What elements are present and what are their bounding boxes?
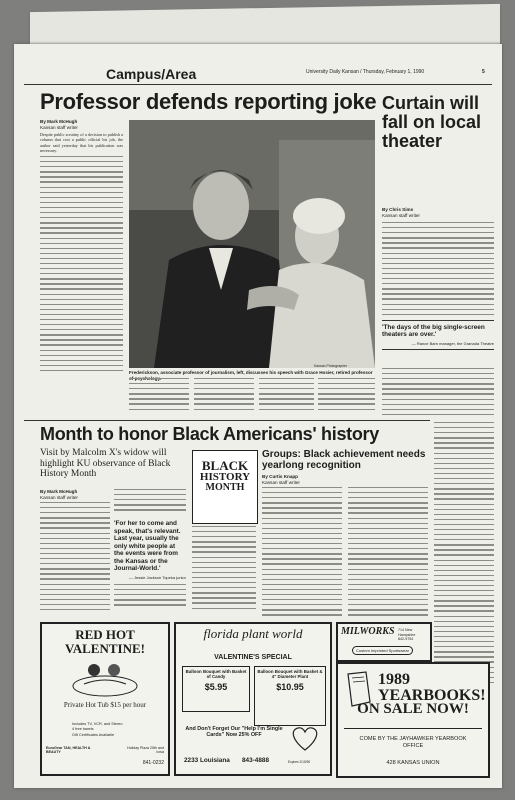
month-byline-title: Kansan staff writer: [40, 495, 78, 500]
month-column-1: [40, 502, 110, 612]
month-column-2: [114, 489, 186, 517]
ad-florida-brand: florida plant world: [203, 626, 303, 641]
groups-byline: By Curtis Knapp: [262, 474, 298, 479]
ad-redhot-phone: 841-0232: [142, 760, 164, 766]
groups-byline-title: Kansan staff writer: [262, 480, 300, 485]
month-deck: Visit by Malcolm X's widow will highlight KU observance of Black History Month: [40, 448, 171, 480]
ad-red-hot-valentine: [40, 622, 170, 776]
section-title: Campus/Area: [106, 66, 197, 82]
newspaper-page: [14, 44, 502, 788]
ad-yearbook-title: 1989 YEARBOOKS!: [378, 671, 486, 704]
main-byline-title: Kansan staff writer: [40, 125, 78, 130]
ad-florida-special: VALENTINE'S SPECIAL: [214, 654, 292, 661]
ad-redhot-perk: Includes TV, VCR, and Stereo: [72, 722, 123, 726]
main-byline: By Mark McHugh: [40, 119, 78, 124]
page-number: 5: [482, 69, 485, 75]
groups-headline: Groups: Black achievement needs yearlong recognition: [262, 449, 426, 472]
ad-milworks: [336, 622, 432, 662]
curtain-headline: Curtain will fall on local theater: [382, 93, 482, 151]
groups-column-2: [348, 487, 428, 617]
main-column-4: [259, 378, 314, 416]
ad-florida-price1: $5.95: [204, 681, 228, 692]
bhm-logo-line1: BLACK: [201, 458, 249, 473]
curtain-pullquote: 'The days of the big single-screen theaters are over.': [382, 324, 485, 339]
main-column-5: [318, 378, 375, 416]
ad-redhot-perks: [72, 722, 122, 738]
ad-redhot-business: EuroGear TAN, HEALTH & BEAUTY: [46, 746, 91, 754]
ad-yearbook: [336, 662, 490, 778]
dateline: University Daily Kansan / Thursday, February 1, 1990: [306, 69, 425, 75]
ad-florida-price2: $10.95: [276, 681, 304, 692]
ad-redhot-perk: Gift Certificates Available: [72, 732, 115, 737]
ad-florida-plant-world: [174, 622, 332, 776]
month-column-3: [114, 584, 186, 612]
month-headline: Month to honor Black Americans' history: [40, 424, 379, 444]
bhm-logo-line3: MONTH: [205, 482, 245, 493]
section-rule: [24, 420, 430, 421]
month-quote-attribution: — Jessie Jackson Topeka junior: [128, 574, 186, 580]
curtain-column-2: [382, 368, 494, 418]
month-quote: 'For her to come and speak, that's relevant. Last year, usually the only white people at the events were from the Kansas or the Journal-World.': [114, 520, 181, 573]
main-photo: [129, 120, 375, 368]
ad-redhot-perk: 4 free towels: [72, 727, 94, 732]
ad-florida-offer1: [182, 666, 250, 712]
main-column-1: [40, 156, 123, 374]
ad-milworks-contact: [398, 628, 428, 642]
ad-florida-promo: And Don't Forget Our "Help I'm Single Cards" Now 25% OFF: [185, 726, 283, 739]
photo-credit: Kansan Photographer: [314, 364, 347, 368]
curtain-byline: By Chris Sims: [382, 207, 414, 212]
masthead-rule: [24, 84, 492, 85]
curtain-pullquote-attribution: — Rance Barn manager, the Granada Theatre: [411, 340, 494, 346]
ad-florida-expires: Expires 2/15/90: [288, 760, 311, 764]
photo-caption: Frederickson, associate professor of journalism, left, discusses his speech with Grace Hosier, retired professor: [129, 370, 373, 375]
ad-redhot-title: RED HOT VALENTINE!: [65, 627, 145, 656]
ad-redhot-hours: Holiday Plaza 25th and Iowa: [127, 746, 164, 754]
ad-florida-offer2: [254, 666, 326, 726]
month-column-4: [192, 526, 256, 612]
ad-florida-address: 2233 Louisiana: [184, 757, 230, 764]
bhm-logo: [192, 450, 258, 524]
photo-illustration: [129, 120, 375, 368]
month-quote-box: [114, 520, 186, 580]
ad-milworks-sub: Custom Imprinted Sportswear: [352, 646, 413, 655]
ad-milworks-brand: MILWORKS: [341, 626, 395, 637]
main-column-2: [129, 378, 189, 416]
groups-column-1: [262, 487, 342, 617]
ad-redhot-offer: Private Hot Tub $15 per hour: [63, 701, 147, 709]
ad-yearbook-rule: [344, 728, 482, 729]
bhm-logo-line2: HISTORY: [199, 471, 251, 483]
hot-tub-illustration: [70, 658, 140, 698]
ad-yearbook-cta: COME BY THE JAYHAWKER YEARBOOK OFFICE: [359, 736, 467, 750]
ad-milworks-address: 714 New Hampshire: [398, 628, 416, 637]
main-column-3: [194, 378, 254, 416]
ad-florida-phone: 843-4888: [242, 757, 270, 764]
main-headline: Professor defends reporting joke: [40, 89, 377, 114]
ad-yearbook-location: 428 KANSAS UNION: [386, 760, 440, 766]
ad-florida-item1: Balloon Bouquet with Basket of Candy: [185, 669, 247, 680]
ad-milworks-phone: 842-9754: [398, 637, 414, 642]
heart-balloon-icon: [288, 724, 322, 754]
curtain-byline-title: Kansan staff writer: [382, 213, 420, 218]
curtain-column-3: [434, 422, 494, 686]
curtain-pullquote-box: [382, 320, 494, 350]
month-byline: By Mark McHugh: [40, 489, 78, 494]
ad-yearbook-status: ON SALE NOW!: [357, 701, 469, 717]
curtain-column-1: [382, 222, 494, 318]
main-lead: Despite public scrutiny of a decision to publish a column that cost a public official his job, the author said yesterday that his publication was necessary.: [40, 132, 123, 153]
ad-florida-item2: Balloon Bouquet with Basket & 4" Diameter Plant: [257, 669, 323, 680]
